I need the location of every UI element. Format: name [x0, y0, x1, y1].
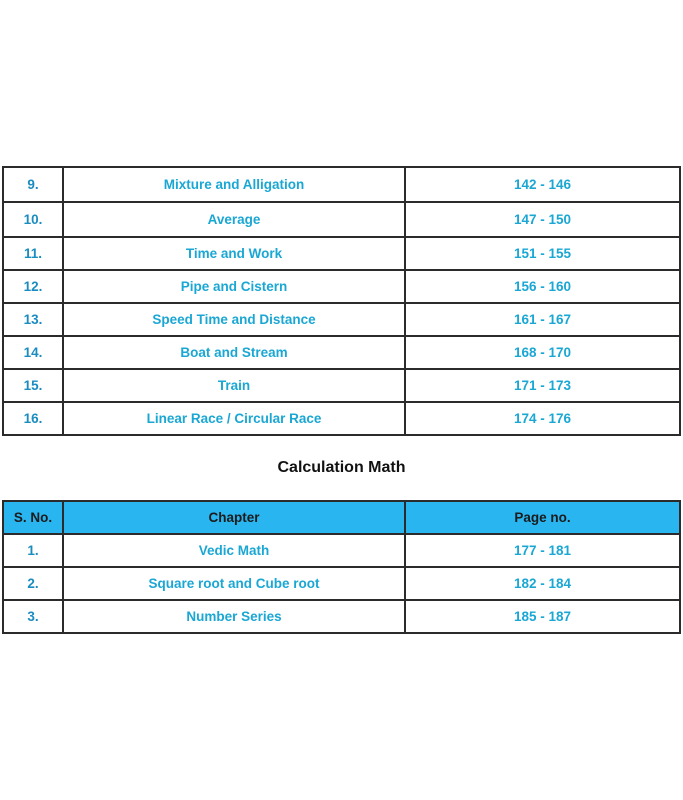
page-range: 185 - 187 [405, 600, 680, 633]
chapter-name: Average [63, 202, 405, 237]
serial-number: 3. [3, 600, 63, 633]
serial-number: 12. [3, 270, 63, 303]
table-row [3, 167, 680, 202]
header-page-number: Page no. [405, 501, 680, 534]
header-serial-number: S. No. [3, 501, 63, 534]
table-row [3, 336, 680, 369]
header-chapter: Chapter [63, 501, 405, 534]
section-title: Calculation Math [277, 459, 406, 476]
table-row [3, 402, 680, 435]
page-range: 156 - 160 [405, 270, 680, 303]
contents-table-calculation-math [2, 500, 681, 634]
chapter-name: Square root and Cube root [63, 567, 405, 600]
serial-number: 9. [3, 167, 63, 202]
chapter-name: Linear Race / Circular Race [63, 402, 405, 435]
serial-number: 14. [3, 336, 63, 369]
chapter-name: Speed Time and Distance [63, 303, 405, 336]
page-range: 147 - 150 [405, 202, 680, 237]
table-row [3, 534, 680, 567]
table-row [3, 237, 680, 270]
table-row [3, 600, 680, 633]
chapter-name: Train [63, 369, 405, 402]
table-row [3, 270, 680, 303]
contents-table-continued [2, 166, 681, 436]
page-range: 151 - 155 [405, 237, 680, 270]
chapter-name: Vedic Math [63, 534, 405, 567]
table-row [3, 202, 680, 237]
table-row [3, 303, 680, 336]
page-range: 168 - 170 [405, 336, 680, 369]
table-row [3, 567, 680, 600]
serial-number: 2. [3, 567, 63, 600]
chapter-name: Number Series [63, 600, 405, 633]
page-range: 161 - 167 [405, 303, 680, 336]
page-range: 171 - 173 [405, 369, 680, 402]
page-range: 177 - 181 [405, 534, 680, 567]
page-range: 174 - 176 [405, 402, 680, 435]
table-row [3, 369, 680, 402]
serial-number: 15. [3, 369, 63, 402]
table-header-row [3, 501, 680, 534]
chapter-name: Boat and Stream [63, 336, 405, 369]
serial-number: 11. [3, 237, 63, 270]
chapter-name: Time and Work [63, 237, 405, 270]
page-range: 142 - 146 [405, 167, 680, 202]
chapter-name: Mixture and Alligation [63, 167, 405, 202]
serial-number: 16. [3, 402, 63, 435]
serial-number: 10. [3, 202, 63, 237]
chapter-name: Pipe and Cistern [63, 270, 405, 303]
serial-number: 13. [3, 303, 63, 336]
page-range: 182 - 184 [405, 567, 680, 600]
serial-number: 1. [3, 534, 63, 567]
